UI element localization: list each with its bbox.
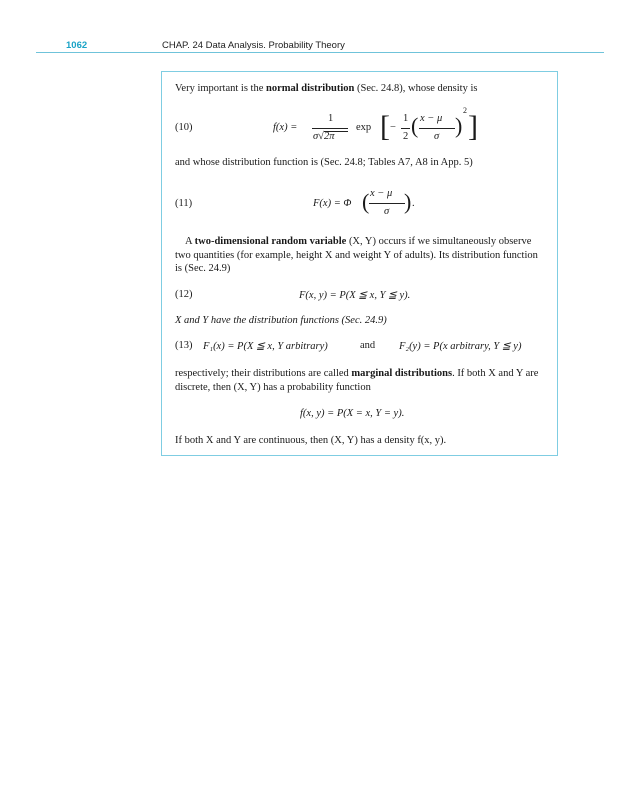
eq11-left-paren: ( [362, 189, 370, 214]
eq11-inner-denominator: σ [384, 206, 390, 217]
eq10-sqrt-bar [324, 131, 348, 132]
eq11-period: . [412, 198, 415, 209]
eq10-half-bar [401, 128, 410, 129]
page-number: 1062 [66, 40, 88, 51]
term-two-dimensional-random-variable: two-dimensional random variable [194, 236, 347, 247]
equation-number-13: (13) [175, 340, 193, 351]
eq10-frac-bar [312, 128, 348, 129]
equation-number-12: (12) [175, 289, 193, 300]
paragraph-normal-distribution: Very important is the normal distribution (Sec. 24.8), whose density is [175, 83, 478, 94]
eq10-minus: − [390, 122, 396, 133]
eq11-right-paren: ) [404, 189, 412, 214]
eq11-lhs: F(x) = Φ [313, 198, 352, 209]
eq10-inner-numerator: x − μ [420, 113, 443, 124]
eq10-half-numerator: 1 [403, 113, 409, 124]
header-rule [36, 52, 604, 53]
term-marginal-distributions: marginal distributions [351, 368, 453, 379]
eq10-right-paren: ) [455, 113, 463, 138]
equation-13-right: F₂(y) = P(x arbitrary, Y ≦ y) [399, 341, 522, 352]
eq10-frac-numerator: 1 [328, 113, 334, 124]
eq10-left-paren: ( [411, 113, 419, 138]
equation-number-11: (11) [175, 198, 193, 209]
eq10-exp: exp [356, 122, 372, 133]
eq10-lhs: f(x) = [273, 122, 298, 133]
eq10-half-denominator: 2 [403, 131, 409, 142]
eq10-right-bracket: ] [468, 110, 478, 143]
eq10-inner-denominator: σ [434, 131, 440, 142]
eq10-left-bracket: [ [380, 110, 390, 143]
equation-number-10: (10) [175, 122, 193, 133]
eq10-power: 2 [463, 106, 467, 115]
equation-13-left: F₁(x) = P(X ≦ x, Y arbitrary) [203, 341, 328, 352]
paragraph-marginal-intro: X and Y have the distribution functions (Sec. 24.9) [175, 315, 387, 326]
running-head: CHAP. 24 Data Analysis. Probability Theory [162, 40, 345, 51]
equation-probability-function: f(x, y) = P(X = x, Y = y). [300, 408, 405, 419]
equation-12: F(x, y) = P(X ≦ x, Y ≦ y). [299, 290, 411, 301]
eq10-frac-denominator: σ√2π [313, 131, 335, 142]
paragraph-distribution-function: and whose distribution function is (Sec. 24.8; Tables A7, A8 in App. 5) [175, 157, 473, 168]
term-normal-distribution: normal distribution [265, 83, 355, 94]
equation-13-and: and [360, 340, 376, 351]
eq11-inner-bar [369, 203, 405, 204]
paragraph-two-dimensional: A two-dimensional random variable (X, Y) occurs if we simultaneously observe two quantities (for example, height X and weight Y of adults). Its distribution function is (Sec. 24.9) [175, 236, 538, 274]
eq10-inner-bar [419, 128, 455, 129]
eq11-inner-numerator: x − μ [370, 188, 393, 199]
paragraph-marginal-distributions: respectively; their distributions are called marginal distributions. If both X and Y are discrete, then (X, Y) has a probability function [175, 368, 539, 393]
paragraph-density: If both X and Y are continuous, then (X, Y) has a density f(x, y). [175, 435, 447, 446]
